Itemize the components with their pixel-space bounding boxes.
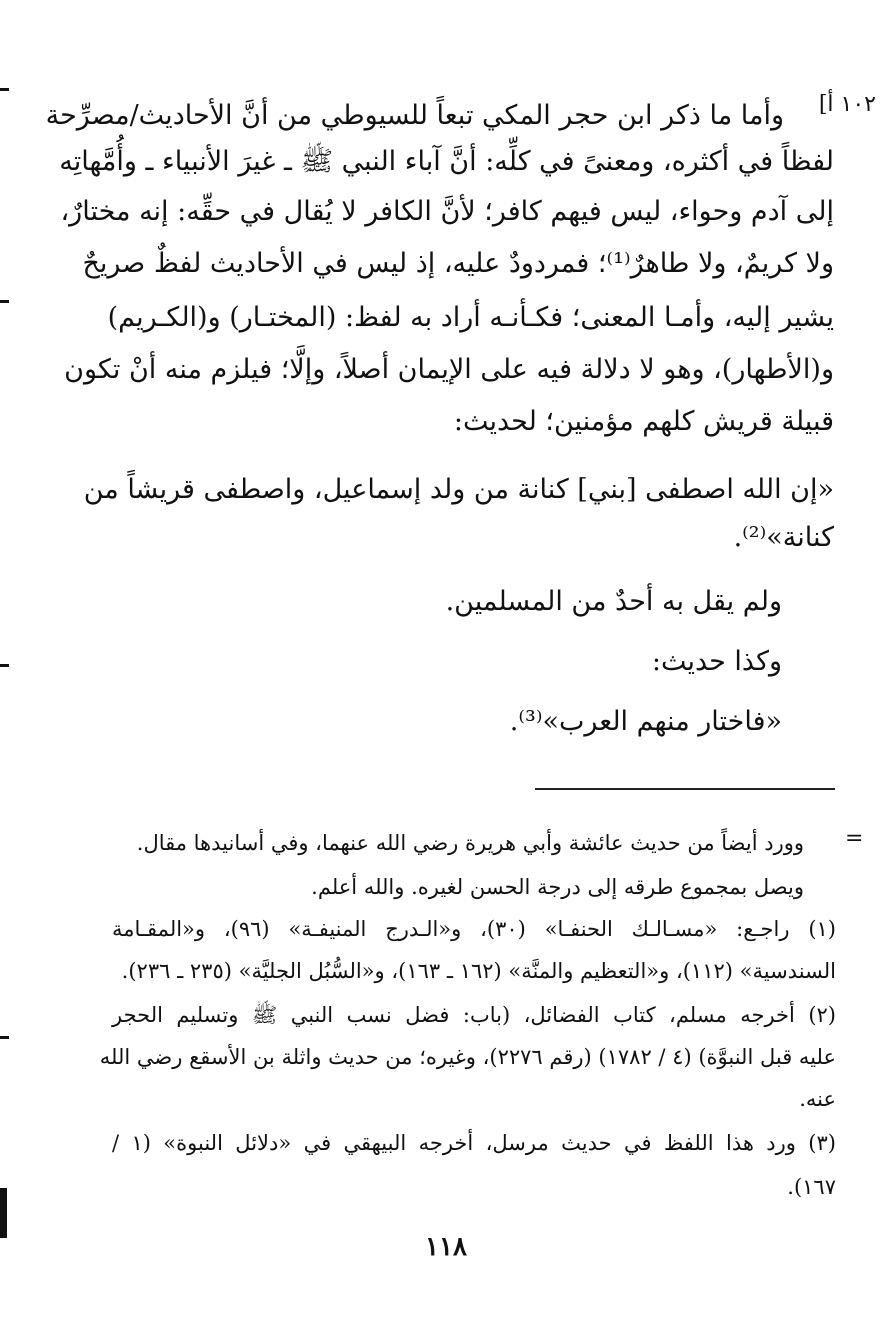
page-number: ١١٨: [425, 1232, 467, 1262]
footnote-1: (١) راجـع: «مسـالـك الحنفـا» (٣٠)، و«الـدرج المنيفـة» (٩٦)، و«المقـامة: [112, 917, 836, 941]
scan-edge-bar: [0, 1188, 7, 1238]
footnote-continuation-mark: =: [845, 826, 864, 851]
footnote-separator: [535, 788, 835, 790]
scan-edge-mark: [0, 664, 9, 667]
main-text-line: و(الأطهار)، وهو لا دلالة فيه على الإيمان أصلاً، وإلَّا؛ فيلزم منه أنْ تكون: [64, 354, 834, 385]
footnote-3: ١٦٧).: [787, 1175, 836, 1199]
footnote-line: وورد أيضاً من حديث عائشة وأبي هريرة رضي الله عنهما، وفي أسانيدها مقال.: [136, 831, 804, 855]
main-text-line: وكذا حديث:: [651, 646, 782, 677]
main-text-line: إلى آدم وحواء، ليس فيهم كافر؛ لأنَّ الكافر لا يُقال في حقِّه: إنه مختارٌ،: [60, 196, 834, 227]
main-text-line: ولم يقل به أحدٌ من المسلمين.: [445, 586, 782, 617]
hadith-quote-line: كنانة»⁽²⁾.: [733, 522, 834, 553]
footnote-1: السندسية» (١١٢)، و«التعظيم والمنَّة» (١٦٢ ـ ١٦٣)، و«السُّبُل الجليَّة» (٢٣٥ ـ ٢٣٦).: [121, 959, 836, 983]
main-text-line: لفظاً في أكثره، ومعنىً في كلِّه: أنَّ آباء النبي ﷺ ـ غيرَ الأنبياء ـ وأُمَّهاتِه: [59, 146, 834, 177]
main-text-line: يشير إليه، وأمـا المعنى؛ فكـأنـه أراد به لفظ: (المختـار) و(الكـريم): [107, 302, 834, 333]
footnote-2: (٢) أخرجه مسلم، كتاب الفضائل، (باب: فضل نسب النبي ﷺ وتسليم الحجر: [112, 1003, 836, 1027]
scan-edge-mark: [0, 1036, 9, 1039]
main-text-line: قبيلة قريش كلهم مؤمنين؛ لحديث:: [453, 406, 834, 437]
scan-edge-mark: [0, 88, 9, 91]
main-text-line: ولا كريمٌ، ولا طاهرٌ⁽¹⁾؛ فمردودٌ عليه، إذ ليس في الأحاديث لفظٌ صريحٌ: [82, 248, 834, 279]
footnote-2: عليه قبل النبوَّة) (٤ / ١٧٨٢) (رقم ٢٢٧٦)، وغيره؛ من حديث واثلة بن الأسقع رضي الله: [99, 1045, 836, 1069]
hadith-quote-line: «فاختار منهم العرب»⁽³⁾.: [509, 706, 782, 737]
footnote-2: عنه.: [799, 1087, 836, 1111]
main-text-line: وأما ما ذكر ابن حجر المكي تبعاً للسيوطي من أنَّ الأحاديث/مصرِّحة: [45, 100, 784, 131]
scan-edge-mark: [0, 300, 9, 303]
hadith-quote-line: «إن الله اصطفى [بني] كنانة من ولد إسماعيل، واصطفى قريشاً من: [83, 474, 834, 505]
footnote-line: ويصل بمجموع طرقه إلى درجة الحسن لغيره. والله أعلم.: [311, 875, 804, 899]
margin-manuscript-reference: ١٠٢ أ]: [818, 92, 876, 117]
footnote-3: (٣) ورد هذا اللفظ في حديث مرسل، أخرجه البيهقي في «دلائل النبوة» (١ /: [112, 1131, 836, 1155]
